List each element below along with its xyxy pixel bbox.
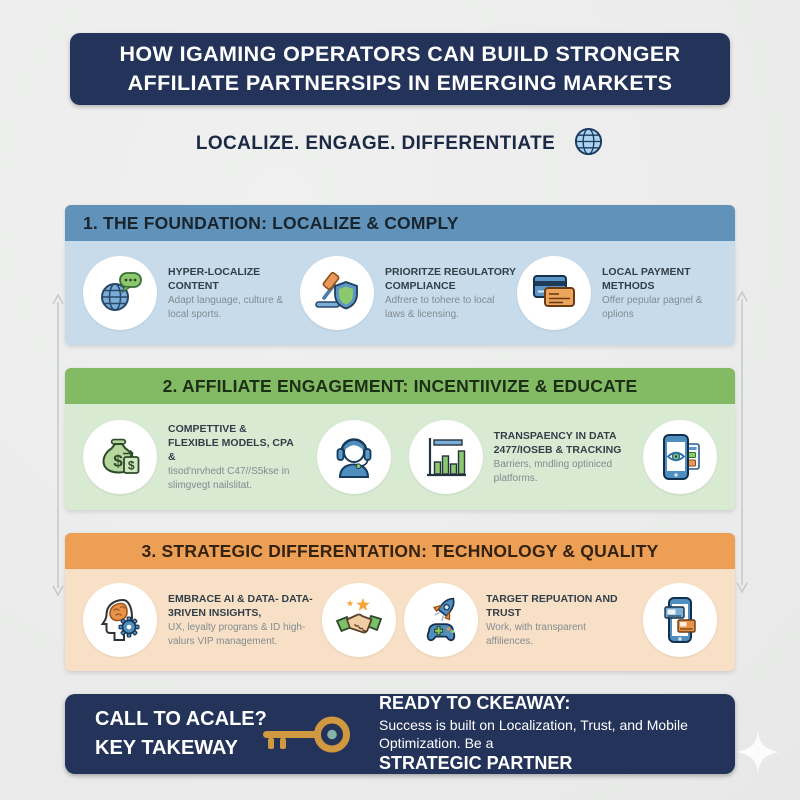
sparkle-icon xyxy=(737,731,779,773)
item-desc: Adfrere to tohere to local laws & licensing. xyxy=(385,295,495,320)
item-title: HYPER-LOCALIZE CONTENT xyxy=(168,265,261,292)
section-3-body xyxy=(65,569,735,671)
rocket-gamepad-icon xyxy=(404,583,478,657)
section-2-body xyxy=(65,404,735,510)
footer-left-line1: CALL TO ACALE? xyxy=(95,708,267,730)
item-regulatory-compliance xyxy=(300,256,517,330)
item-desc: Barriers, mndling optiniced platforms. xyxy=(493,459,613,484)
item-desc: tisod'nrvhedt C47//S5kse in slimgvegt nailslitat. xyxy=(168,466,290,491)
item-title: COMPETTIVE & FLEXIBLE MODELS, CPA & xyxy=(168,422,294,464)
footer-takeaway-title: READY TO CKEAWAY: xyxy=(379,693,571,714)
globe-icon xyxy=(573,126,604,162)
item-desc: UX, leyalty prograns & ID high-valurs VIP management. xyxy=(168,622,306,647)
section-affiliate-engagement xyxy=(65,368,735,510)
support-agent-icon xyxy=(317,420,391,494)
item-title: PRIORITZE REGULATORY COMPLIANCE xyxy=(385,265,516,292)
subtitle-text: LOCALIZE. ENGAGE. DIFFERENTIATE xyxy=(195,133,556,154)
footer-cta xyxy=(65,694,735,774)
item-local-payments xyxy=(517,256,734,330)
item-commission-models xyxy=(83,420,300,494)
item-data-transparency xyxy=(409,420,626,494)
globe-chat-icon xyxy=(83,256,157,330)
item-title: LOCAL PAYMENT METHODS xyxy=(602,265,691,292)
header-banner xyxy=(70,33,730,105)
item-title: TRANSPAENCY IN DATA 2477/IOSEB & TRACKING xyxy=(493,429,622,456)
footer-right xyxy=(379,692,705,775)
bar-chart-icon xyxy=(409,420,483,494)
footer-left-line2: KEY TAKEWAY xyxy=(95,737,238,759)
svg-text:$: $ xyxy=(113,451,123,471)
footer-takeaway-body: Success is built on Localization, Trust, and Mobile Optimization. Be a xyxy=(379,716,688,752)
section-3-title: 3. STRATEGIC DIFFERENTATION: TECHNOLOGY & QUALITY xyxy=(65,533,735,569)
left-double-arrow xyxy=(50,290,66,600)
right-double-arrow xyxy=(734,287,750,597)
section-1-title: 1. THE FOUNDATION: LOCALIZE & COMPLY xyxy=(65,205,735,241)
header-title-line2: AFFILIATE PARTNERSIPS IN EMERGING MARKETS xyxy=(127,71,673,95)
svg-text:$: $ xyxy=(127,458,135,473)
item-hyper-localize xyxy=(83,256,300,330)
key-icon xyxy=(253,712,357,763)
money-bag-icon xyxy=(83,420,157,494)
item-reputation-trust xyxy=(486,583,717,657)
subtitle-row xyxy=(0,126,800,162)
item-desc: Offer pepular pagnel & oplions xyxy=(602,295,703,320)
payment-cards-icon xyxy=(517,256,591,330)
mobile-content-icon xyxy=(643,583,717,657)
header-title-line1: HOW IGAMING OPERATORS CAN BUILD STRONGER xyxy=(119,41,681,66)
item-desc: Adapt language, culture & local sports. xyxy=(168,295,284,320)
footer-left xyxy=(95,705,267,763)
item-desc: Work, with transparent affiliences. xyxy=(486,622,586,647)
footer-takeaway-bold: STRATEGIC PARTNER xyxy=(379,753,573,774)
item-ai-insights xyxy=(83,583,314,657)
section-2-title: 2. AFFILIATE ENGAGEMENT: INCENTIIVIZE & EDUCATE xyxy=(65,368,735,404)
handshake-icon xyxy=(322,583,396,657)
section-strategic-differentiation xyxy=(65,533,735,671)
brain-gear-icon xyxy=(83,583,157,657)
item-title: TARGET REPUATION AND TRUST xyxy=(486,592,618,619)
item-title: EMBRACE AI & DATA- DATA-3RIVEN INSIGHTS, xyxy=(168,592,313,619)
section-1-body xyxy=(65,241,735,345)
section-foundation xyxy=(65,205,735,345)
mobile-eye-icon xyxy=(643,420,717,494)
gavel-shield-icon xyxy=(300,256,374,330)
